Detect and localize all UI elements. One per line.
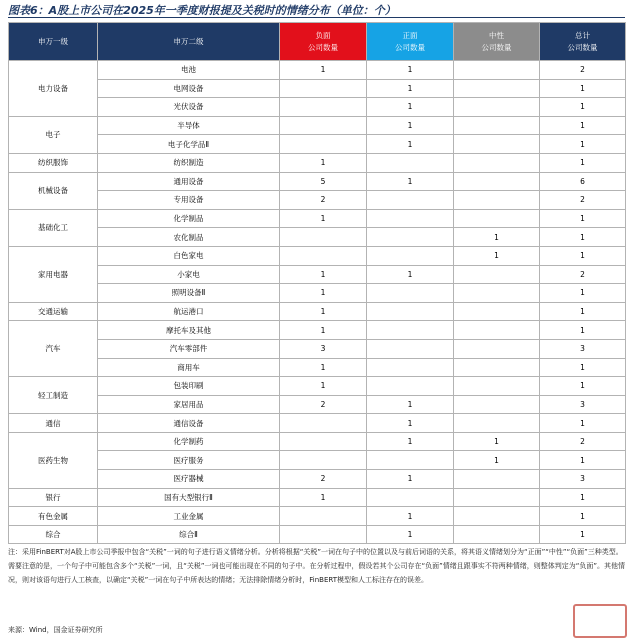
neutral-count-cell: 1 — [454, 228, 540, 247]
table-row — [9, 284, 626, 303]
neutral-count-cell — [454, 98, 540, 117]
table-row — [9, 172, 626, 191]
neutral-count-cell: 1 — [454, 451, 540, 470]
positive-count-cell — [367, 488, 454, 507]
neutral-count-cell — [454, 377, 540, 396]
positive-count-cell — [367, 377, 454, 396]
industry-level2-cell: 专用设备 — [98, 191, 280, 210]
neutral-count-cell — [454, 525, 540, 544]
negative-count-cell — [280, 98, 367, 117]
total-count-cell: 1 — [540, 321, 626, 340]
table-row — [9, 135, 626, 154]
total-count-cell: 1 — [540, 488, 626, 507]
total-count-cell: 1 — [540, 377, 626, 396]
positive-count-cell: 1 — [367, 470, 454, 489]
table-row — [9, 525, 626, 544]
neutral-count-cell — [454, 79, 540, 98]
industry-level2-cell: 家居用品 — [98, 395, 280, 414]
industry-level1-cell: 电力设备 — [9, 61, 98, 117]
industry-level2-cell: 电子化学品Ⅱ — [98, 135, 280, 154]
industry-level2-cell: 航运港口 — [98, 302, 280, 321]
total-count-cell: 1 — [540, 153, 626, 172]
industry-level1-cell: 汽车 — [9, 321, 98, 377]
industry-level2-cell: 电池 — [98, 61, 280, 80]
neutral-count-cell — [454, 116, 540, 135]
total-count-cell: 1 — [540, 284, 626, 303]
neutral-count-cell — [454, 265, 540, 284]
industry-level2-cell: 照明设备Ⅱ — [98, 284, 280, 303]
total-count-cell: 2 — [540, 265, 626, 284]
table-row — [9, 488, 626, 507]
neutral-count-cell — [454, 358, 540, 377]
positive-count-cell — [367, 228, 454, 247]
positive-count-cell — [367, 339, 454, 358]
negative-count-cell: 1 — [280, 284, 367, 303]
total-count-cell: 1 — [540, 414, 626, 433]
figure-title: 图表6：A股上市公司在2025年一季度财报提及关税时的情绪分布（单位：个） — [8, 4, 396, 17]
positive-count-cell — [367, 451, 454, 470]
neutral-count-cell — [454, 61, 540, 80]
industry-level2-cell: 工业金属 — [98, 507, 280, 526]
total-count-cell: 1 — [540, 209, 626, 228]
total-count-cell: 2 — [540, 191, 626, 210]
neutral-count-cell — [454, 191, 540, 210]
table-row — [9, 414, 626, 433]
watermark-stamp — [573, 604, 627, 638]
source-line: 来源：Wind，国金证券研究所 — [8, 626, 103, 634]
table-row — [9, 321, 626, 340]
table-row — [9, 451, 626, 470]
total-count-cell: 1 — [540, 79, 626, 98]
table-row — [9, 79, 626, 98]
table-row — [9, 395, 626, 414]
positive-count-cell: 1 — [367, 61, 454, 80]
negative-count-cell: 2 — [280, 395, 367, 414]
table-row — [9, 265, 626, 284]
total-count-cell: 1 — [540, 116, 626, 135]
table-row — [9, 339, 626, 358]
negative-count-cell: 1 — [280, 302, 367, 321]
neutral-count-cell — [454, 339, 540, 358]
neutral-count-cell — [454, 395, 540, 414]
industry-level2-cell: 化学制品 — [98, 209, 280, 228]
industry-level2-cell: 小家电 — [98, 265, 280, 284]
industry-level2-cell: 半导体 — [98, 116, 280, 135]
neutral-count-cell — [454, 488, 540, 507]
table-row — [9, 246, 626, 265]
industry-level1-cell: 交通运输 — [9, 302, 98, 321]
total-count-cell: 1 — [540, 525, 626, 544]
table-row — [9, 302, 626, 321]
total-count-cell: 1 — [540, 358, 626, 377]
negative-count-cell — [280, 79, 367, 98]
positive-count-cell: 1 — [367, 395, 454, 414]
negative-count-cell — [280, 116, 367, 135]
table-row — [9, 153, 626, 172]
positive-count-cell: 1 — [367, 507, 454, 526]
industry-level1-cell: 机械设备 — [9, 172, 98, 209]
industry-level1-cell: 综合 — [9, 525, 98, 544]
negative-count-cell: 1 — [280, 358, 367, 377]
negative-count-cell: 1 — [280, 153, 367, 172]
negative-count-cell: 3 — [280, 339, 367, 358]
industry-level2-cell: 电网设备 — [98, 79, 280, 98]
table-row — [9, 61, 626, 80]
positive-count-cell — [367, 321, 454, 340]
industry-level2-cell: 农化制品 — [98, 228, 280, 247]
table-row — [9, 98, 626, 117]
neutral-count-cell — [454, 302, 540, 321]
positive-count-cell: 1 — [367, 135, 454, 154]
positive-count-cell: 1 — [367, 265, 454, 284]
negative-count-cell — [280, 432, 367, 451]
industry-level2-cell: 通用设备 — [98, 172, 280, 191]
neutral-count-cell — [454, 470, 540, 489]
table-row — [9, 358, 626, 377]
positive-count-cell: 1 — [367, 432, 454, 451]
positive-count-cell — [367, 209, 454, 228]
positive-count-cell: 1 — [367, 414, 454, 433]
positive-count-cell — [367, 191, 454, 210]
table-row — [9, 209, 626, 228]
table-row — [9, 228, 626, 247]
positive-count-cell: 1 — [367, 525, 454, 544]
negative-count-cell: 5 — [280, 172, 367, 191]
positive-count-cell — [367, 153, 454, 172]
neutral-count-cell: 1 — [454, 246, 540, 265]
total-count-cell: 6 — [540, 172, 626, 191]
industry-level1-cell: 医药生物 — [9, 432, 98, 488]
industry-level2-cell: 医疗服务 — [98, 451, 280, 470]
neutral-count-cell — [454, 135, 540, 154]
positive-count-cell — [367, 246, 454, 265]
neutral-count-cell — [454, 507, 540, 526]
industry-level2-cell: 汽车零部件 — [98, 339, 280, 358]
industry-level2-cell: 包装印刷 — [98, 377, 280, 396]
neutral-count-cell — [454, 172, 540, 191]
industry-level1-cell: 轻工制造 — [9, 377, 98, 414]
total-count-cell: 3 — [540, 395, 626, 414]
negative-count-cell: 1 — [280, 488, 367, 507]
positive-count-cell — [367, 284, 454, 303]
positive-count-cell: 1 — [367, 79, 454, 98]
header-level1: 申万一级 — [9, 23, 98, 61]
industry-level2-cell: 国有大型银行Ⅱ — [98, 488, 280, 507]
positive-count-cell: 1 — [367, 116, 454, 135]
industry-level1-cell: 有色金属 — [9, 507, 98, 526]
negative-count-cell — [280, 135, 367, 154]
negative-count-cell: 2 — [280, 470, 367, 489]
negative-count-cell: 1 — [280, 209, 367, 228]
positive-count-cell — [367, 358, 454, 377]
header-negative: 负面 公司数量 — [280, 23, 367, 61]
table-row — [9, 470, 626, 489]
total-count-cell: 1 — [540, 246, 626, 265]
industry-level1-cell: 通信 — [9, 414, 98, 433]
total-count-cell: 1 — [540, 98, 626, 117]
positive-count-cell: 1 — [367, 98, 454, 117]
neutral-count-cell: 1 — [454, 432, 540, 451]
total-count-cell: 1 — [540, 135, 626, 154]
total-count-cell: 1 — [540, 507, 626, 526]
positive-count-cell: 1 — [367, 172, 454, 191]
negative-count-cell: 1 — [280, 61, 367, 80]
sentiment-table — [8, 22, 626, 544]
industry-level1-cell: 银行 — [9, 488, 98, 507]
industry-level2-cell: 化学制药 — [98, 432, 280, 451]
industry-level1-cell: 家用电器 — [9, 246, 98, 302]
header-positive: 正面 公司数量 — [367, 23, 454, 61]
total-count-cell: 2 — [540, 432, 626, 451]
industry-level2-cell: 综合Ⅱ — [98, 525, 280, 544]
negative-count-cell — [280, 246, 367, 265]
total-count-cell: 3 — [540, 470, 626, 489]
header-neutral: 中性 公司数量 — [454, 23, 540, 61]
total-count-cell: 3 — [540, 339, 626, 358]
negative-count-cell: 1 — [280, 321, 367, 340]
table-body — [9, 61, 626, 544]
industry-level2-cell: 光伏设备 — [98, 98, 280, 117]
neutral-count-cell — [454, 209, 540, 228]
neutral-count-cell — [454, 153, 540, 172]
table-row — [9, 191, 626, 210]
table-row — [9, 377, 626, 396]
industry-level2-cell: 摩托车及其他 — [98, 321, 280, 340]
footnote: 注：采用FinBERT对A股上市公司季报中包含“关税”一词的句子进行语义情绪分析。分析将根据“关税”一词在句子中的位置以及与前后词语的关系，将其语义情绪划分为“正面”“中性”“负面”三种类型。需要注意的是，一个句子中可能包含多个“关税”一词，且“关税”一词也可能出现在不同的句子中。在分析过程中，假设若其个公司存在“负面”情绪且跟事实不符两种情绪，则整体判定为“负面”。其他情况，则对该语句进行人工核查，以确定“关税”一词在句子中所表达的情绪；无法排除情绪分析时，FinBERT模型和人工标注存在的误差。 — [8, 548, 626, 584]
neutral-count-cell — [454, 284, 540, 303]
negative-count-cell — [280, 228, 367, 247]
negative-count-cell — [280, 414, 367, 433]
table-row — [9, 116, 626, 135]
neutral-count-cell — [454, 414, 540, 433]
negative-count-cell — [280, 525, 367, 544]
header-level2: 申万二级 — [98, 23, 280, 61]
industry-level2-cell: 商用车 — [98, 358, 280, 377]
negative-count-cell: 1 — [280, 377, 367, 396]
negative-count-cell: 1 — [280, 265, 367, 284]
header-total: 总计 公司数量 — [540, 23, 626, 61]
negative-count-cell — [280, 507, 367, 526]
industry-level1-cell: 基础化工 — [9, 209, 98, 246]
total-count-cell: 2 — [540, 61, 626, 80]
table-header-row — [9, 23, 626, 61]
title-underline — [8, 17, 625, 18]
industry-level2-cell: 纺织制造 — [98, 153, 280, 172]
total-count-cell: 1 — [540, 302, 626, 321]
table-row — [9, 507, 626, 526]
total-count-cell: 1 — [540, 451, 626, 470]
industry-level2-cell: 通信设备 — [98, 414, 280, 433]
neutral-count-cell — [454, 321, 540, 340]
industry-level2-cell: 白色家电 — [98, 246, 280, 265]
table-row — [9, 432, 626, 451]
negative-count-cell — [280, 451, 367, 470]
total-count-cell: 1 — [540, 228, 626, 247]
negative-count-cell: 2 — [280, 191, 367, 210]
industry-level2-cell: 医疗器械 — [98, 470, 280, 489]
industry-level1-cell: 电子 — [9, 116, 98, 153]
industry-level1-cell: 纺织服饰 — [9, 153, 98, 172]
positive-count-cell — [367, 302, 454, 321]
